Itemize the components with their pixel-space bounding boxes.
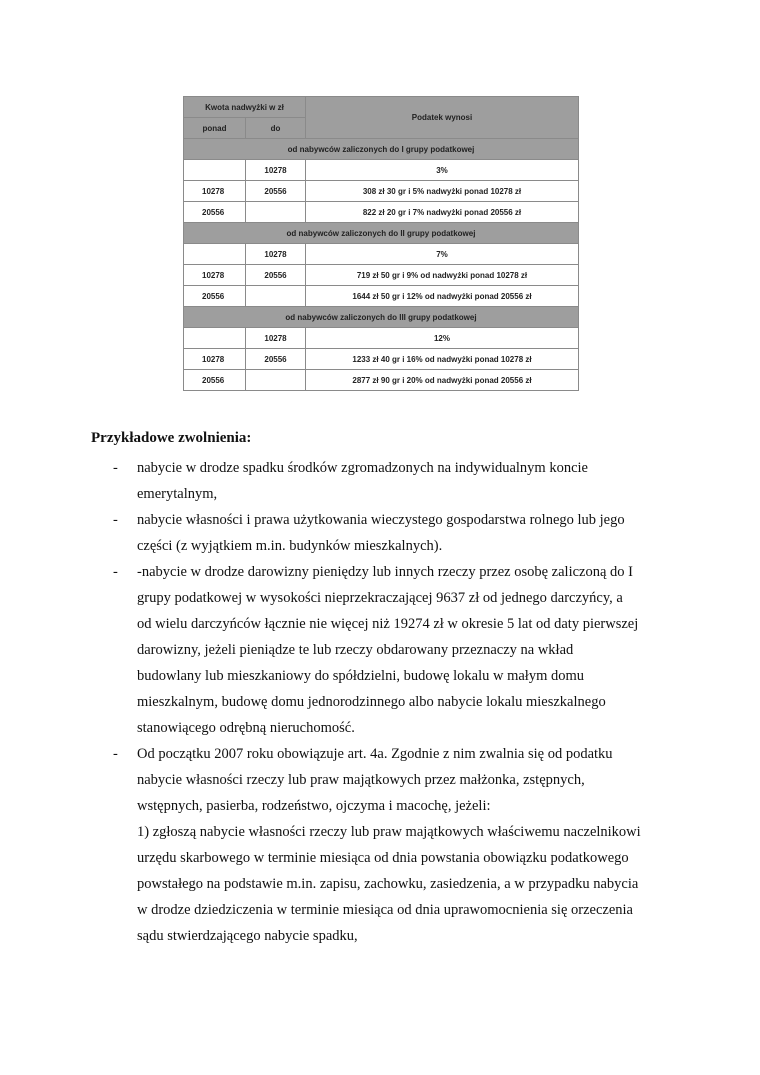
list-item <box>91 507 681 559</box>
list-bullet: - <box>113 564 118 580</box>
list-item-text <box>137 507 681 559</box>
to-cell: 20556 <box>246 181 306 202</box>
from-cell: 10278 <box>184 265 246 286</box>
group-title-row <box>184 139 579 160</box>
table-row <box>184 181 579 202</box>
group-title-row <box>184 307 579 328</box>
exemptions-list <box>91 455 681 949</box>
to-cell: 10278 <box>246 244 306 265</box>
to-cell <box>246 370 306 391</box>
text-line: powstałego na podstawie m.in. zapisu, zachowku, zasiedzenia, a w przypadku nabycia <box>137 876 639 892</box>
text-line: emerytalnym, <box>137 486 218 502</box>
text-line: stanowiącego odrębną nieruchomość. <box>137 720 355 736</box>
list-item <box>91 741 681 949</box>
to-cell: 20556 <box>246 349 306 370</box>
list-item-text <box>137 559 681 741</box>
from-cell: 10278 <box>184 181 246 202</box>
list-item-text <box>137 741 681 949</box>
tax-cell: 308 zł 30 gr i 5% nadwyżki ponad 10278 zł <box>306 181 579 202</box>
text-line: nabycie własności rzeczy lub praw majątkowych przez małżonka, zstępnych, <box>137 772 585 788</box>
list-bullet: - <box>113 746 118 762</box>
tax-cell: 719 zł 50 gr i 9% od nadwyżki ponad 10278 zł <box>306 265 579 286</box>
table-row <box>184 202 579 223</box>
tax-cell: 7% <box>306 244 579 265</box>
tax-cell: 1644 zł 50 gr i 12% od nadwyżki ponad 20556 zł <box>306 286 579 307</box>
text-line: grupy podatkowej w wysokości nieprzekraczającej 9637 zł od jednego darczyńcy, a <box>137 590 623 606</box>
tax-table-body <box>184 97 579 391</box>
table-header-row-1 <box>184 97 579 118</box>
text-line: wstępnych, pasierba, rodzeństwo, ojczyma i macochę, jeżeli: <box>137 798 491 814</box>
tax-cell: 822 zł 20 gr i 7% nadwyżki ponad 20556 zł <box>306 202 579 223</box>
to-cell <box>246 286 306 307</box>
tax-cell: 1233 zł 40 gr i 16% od nadwyżki ponad 10278 zł <box>306 349 579 370</box>
section-heading: Przykładowe zwolnienia: <box>91 430 252 446</box>
to-cell: 20556 <box>246 265 306 286</box>
group-title: od nabywców zaliczonych do III grupy podatkowej <box>184 307 579 328</box>
text-line: -nabycie w drodze darowizny pieniędzy lub innych rzeczy przez osobę zaliczoną do I <box>137 564 633 580</box>
list-item <box>91 559 681 741</box>
table-row <box>184 328 579 349</box>
amount-header: Kwota nadwyżki w zł <box>184 97 306 118</box>
tax-cell: 12% <box>306 328 579 349</box>
from-cell <box>184 160 246 181</box>
to-cell <box>246 202 306 223</box>
table-row <box>184 265 579 286</box>
list-item <box>91 455 681 507</box>
table-row <box>184 244 579 265</box>
text-line: w drodze dziedziczenia w terminie miesiąca od dnia uprawomocnienia się orzeczenia <box>137 902 633 918</box>
from-cell <box>184 328 246 349</box>
group-title-row <box>184 223 579 244</box>
tax-header: Podatek wynosi <box>306 97 579 139</box>
list-bullet: - <box>113 512 118 528</box>
from-cell: 20556 <box>184 370 246 391</box>
text-line: od wielu darczyńców łącznie nie więcej niż 19274 zł w okresie 5 lat od daty pierwszej <box>137 616 639 632</box>
tax-cell: 2877 zł 90 gr i 20% od nadwyżki ponad 20556 zł <box>306 370 579 391</box>
group-title: od nabywców zaliczonych do II grupy podatkowej <box>184 223 579 244</box>
to-header: do <box>246 118 306 139</box>
list-bullet: - <box>113 460 118 476</box>
text-line: Od początku 2007 roku obowiązuje art. 4a. Zgodnie z nim zwalnia się od podatku <box>137 746 613 762</box>
text-line: budowlany lub mieszkaniowy do spółdzielni, budowę lokalu w małym domu <box>137 668 585 684</box>
text-line: części (z wyjątkiem m.in. budynków mieszkalnych). <box>137 538 443 554</box>
group-title: od nabywców zaliczonych do I grupy podatkowej <box>184 139 579 160</box>
tax-cell: 3% <box>306 160 579 181</box>
from-cell: 20556 <box>184 286 246 307</box>
text-line: 1) zgłoszą nabycie własności rzeczy lub praw majątkowych właściwemu naczelnikowi <box>137 824 641 840</box>
from-cell <box>184 244 246 265</box>
to-cell: 10278 <box>246 160 306 181</box>
table-row <box>184 349 579 370</box>
text-line: mieszkalnym, budowę domu jednorodzinnego albo nabycie lokalu mieszkalnego <box>137 694 606 710</box>
text-line: sądu stwierdzającego nabycie spadku, <box>137 928 358 944</box>
to-cell: 10278 <box>246 328 306 349</box>
from-header: ponad <box>184 118 246 139</box>
list-item-text <box>137 455 681 507</box>
text-line: nabycie w drodze spadku środków zgromadzonych na indywidualnym koncie <box>137 460 588 476</box>
from-cell: 10278 <box>184 349 246 370</box>
table-row <box>184 286 579 307</box>
tax-rate-table <box>183 96 579 391</box>
from-cell: 20556 <box>184 202 246 223</box>
table-row <box>184 160 579 181</box>
table-row <box>184 370 579 391</box>
text-line: darowizny, jeżeli pieniądze te lub rzeczy obdarowany przeznaczy na wkład <box>137 642 574 658</box>
text-line: nabycie własności i prawa użytkowania wieczystego gospodarstwa rolnego lub jego <box>137 512 625 528</box>
text-line: urzędu skarbowego w terminie miesiąca od dnia powstania obowiązku podatkowego <box>137 850 629 866</box>
